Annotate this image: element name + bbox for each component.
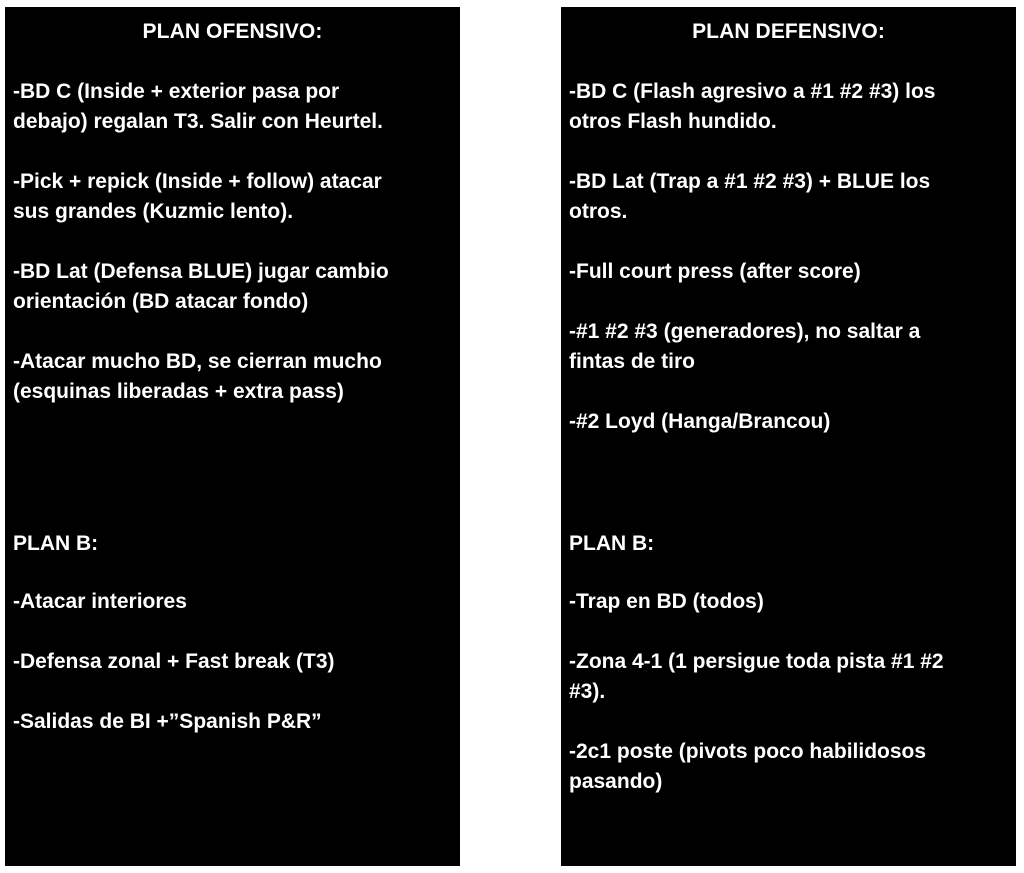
- defensive-plan-panel: [561, 7, 1016, 866]
- offensive-item-1: -BD C (Inside + exterior pasa por debajo) regalan T3. Salir con Heurtel.: [13, 80, 383, 133]
- offensive-plan-panel: [5, 7, 460, 866]
- defensive-plan-title: PLAN DEFENSIVO:: [692, 20, 885, 43]
- defensive-plan-b-item-3: -2c1 poste (pivots poco habilidosos pasando): [569, 740, 927, 793]
- offensive-item-3: -BD Lat (Defensa BLUE) jugar cambio orientación (BD atacar fondo): [13, 260, 389, 313]
- defensive-item-4: -#1 #2 #3 (generadores), no saltar a fintas de tiro: [569, 320, 921, 373]
- defensive-plan-b-item-1: -Trap en BD (todos): [569, 590, 764, 613]
- offensive-item-2: -Pick + repick (Inside + follow) atacar sus grandes (Kuzmic lento).: [13, 170, 382, 223]
- defensive-plan-b-item-2: -Zona 4-1 (1 persigue toda pista #1 #2 #3).: [569, 650, 944, 703]
- offensive-item-4: -Atacar mucho BD, se cierran mucho (esquinas liberadas + extra pass): [13, 350, 382, 403]
- defensive-item-2: -BD Lat (Trap a #1 #2 #3) + BLUE los otros.: [569, 170, 931, 223]
- offensive-plan-b-item-1: -Atacar interiores: [13, 590, 187, 613]
- defensive-item-5: -#2 Loyd (Hanga/Brancou): [569, 410, 831, 433]
- offensive-plan-title: PLAN OFENSIVO:: [142, 20, 323, 43]
- defensive-item-3: -Full court press (after score): [569, 260, 861, 283]
- offensive-plan-b-item-2: -Defensa zonal + Fast break (T3): [13, 650, 335, 673]
- defensive-item-1: -BD C (Flash agresivo a #1 #2 #3) los otros Flash hundido.: [569, 80, 936, 133]
- defensive-plan-b-title: PLAN B:: [569, 532, 655, 555]
- offensive-plan-b-item-3: -Salidas de BI +”Spanish P&R”: [13, 710, 322, 733]
- offensive-plan-b-title: PLAN B:: [13, 532, 99, 555]
